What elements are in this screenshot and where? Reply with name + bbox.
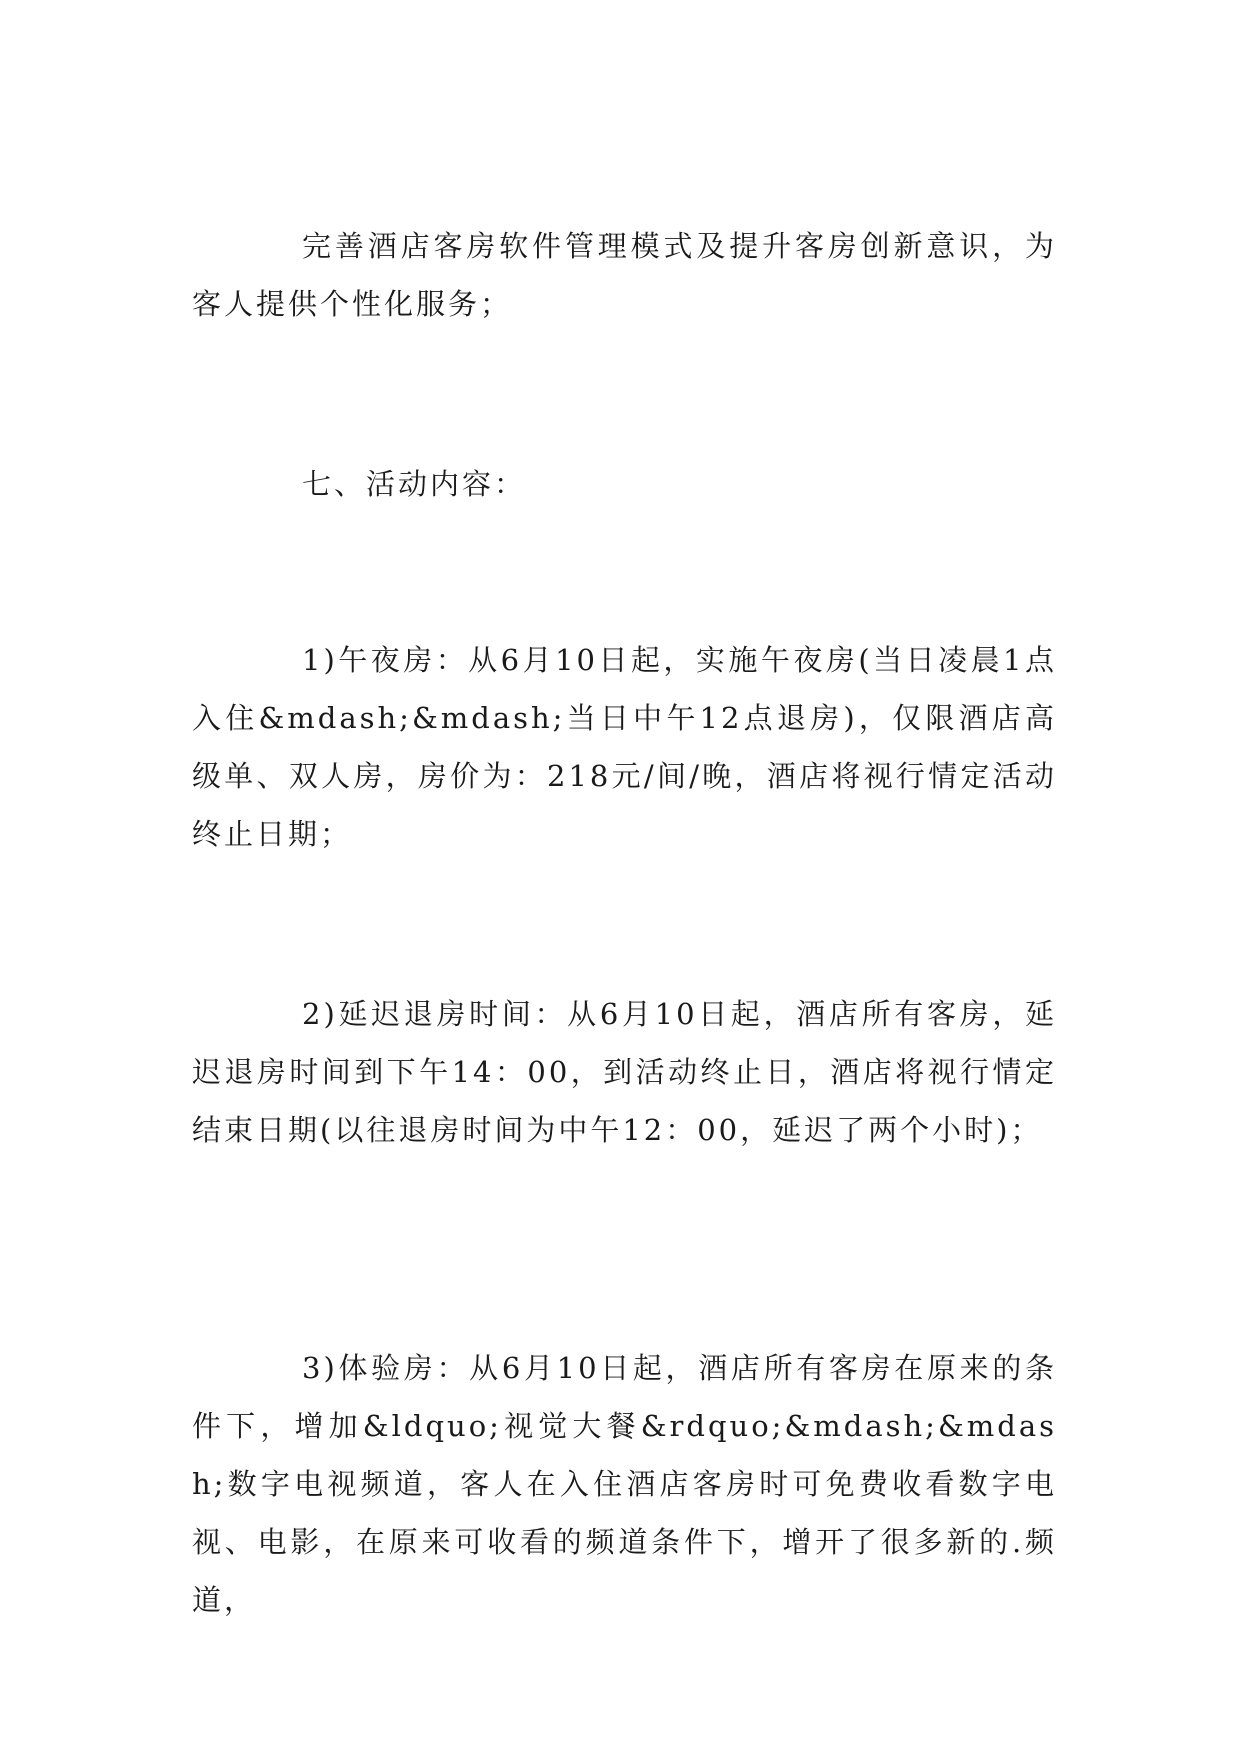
paragraph-experience-room: 3)体验房：从6月10日起，酒店所有客房在原来的条件下，增加&ldquo;视觉大餐&rdquo;&mdash;&mdash;数字电视频道，客人在入住酒店客房时可免费收看数字电视、电影，在原来可收看的频道条件下，增开了很多新的.频道， [192,1351,1057,1617]
paragraph-late-checkout: 2)延迟退房时间：从6月10日起，酒店所有客房，延迟退房时间到下午14：00，到活动终止日，酒店将视行情定结束日期(以往退房时间为中午12：00，延迟了两个小时)； [192,997,1057,1147]
paragraph-midnight-room: 1)午夜房：从6月10日起，实施午夜房(当日凌晨1点入住&mdash;&mdash;当日中午12点退房)，仅限酒店高级单、双人房，房价为：218元/间/晚，酒店将视行情定活动终止日期； [192,643,1057,851]
paragraph-service-goal: 完善酒店客房软件管理模式及提升客房创新意识，为客人提供个性化服务； [192,229,1057,321]
section-heading-activity-content: 七、活动内容： [302,467,527,501]
